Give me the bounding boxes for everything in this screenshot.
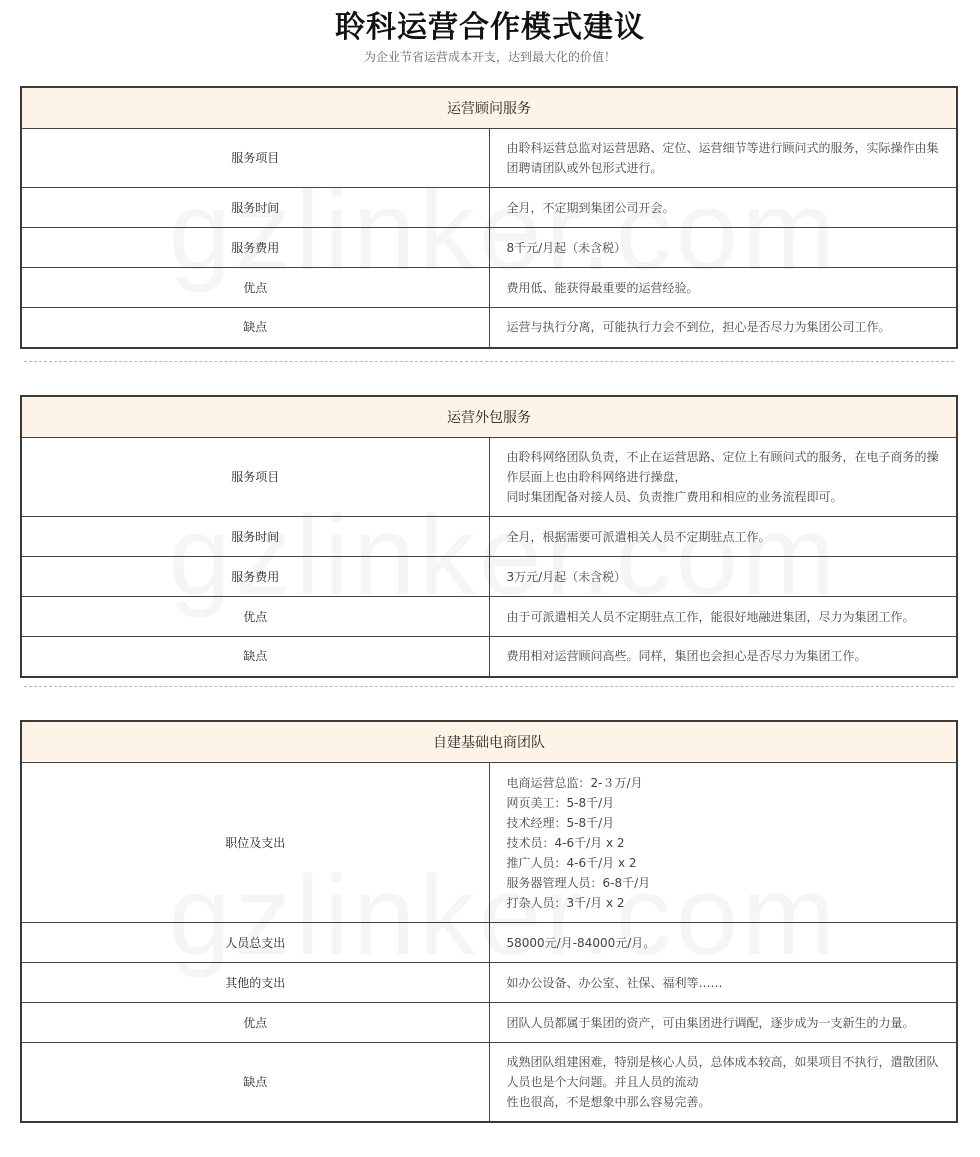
row-value: 运营与执行分离，可能执行力会不到位，担心是否尽力为集团公司工作。 <box>489 308 957 348</box>
row-label: 服务项目 <box>21 438 489 517</box>
section-divider <box>24 361 954 362</box>
row-value: 如办公设备、办公室、社保、福利等…… <box>489 963 957 1003</box>
page-title: 聆科运营合作模式建议 <box>335 10 645 45</box>
row-value: 成熟团队组建困难，特别是核心人员，总体成本较高，如果项目不执行，遣散团队人员也是个大问题。并且人员的流动 性也很高，不是想象中那么容易完善。 <box>506 1055 939 1109</box>
section-heading: 自建基础电商团队 <box>21 721 957 763</box>
row-label: 服务时间 <box>21 188 489 228</box>
row-label: 服务项目 <box>21 129 489 188</box>
row-value: 全月，根据需要可派遣相关人员不定期驻点工作。 <box>489 517 957 557</box>
row-value: 全月，不定期到集团公司开会。 <box>489 188 957 228</box>
page-header <box>0 0 980 66</box>
row-value: 费用低、能获得最重要的运营经验。 <box>489 268 957 308</box>
consulting-table <box>20 86 958 349</box>
section-outsourcing <box>20 395 958 678</box>
table-row <box>21 763 957 923</box>
table-row <box>21 1003 957 1043</box>
row-label: 优点 <box>21 268 489 308</box>
row-label: 人员总支出 <box>21 923 489 963</box>
row-value: 费用相对运营顾问高些。同样，集团也会担心是否尽力为集团工作。 <box>489 637 957 677</box>
row-value: 电商运营总监：2-３万/月 网页美工：5-8千/月 技术经理：5-8千/月 技术员：4-6千/月 x 2 推广人员：4-6千/月 x 2 服务器管理人员：6-8千/月 打杂人员：3千/月 x 2 <box>506 775 651 910</box>
row-label: 缺点 <box>21 308 489 348</box>
row-value: 58000元/月-84000元/月。 <box>489 923 957 963</box>
section-heading: 运营顾问服务 <box>21 87 957 129</box>
section-inhouse-team <box>20 720 958 1123</box>
table-row <box>21 438 957 517</box>
table-row <box>21 228 957 268</box>
row-value: 团队人员都属于集团的资产，可由集团进行调配，逐步成为一支新生的力量。 <box>489 1003 957 1043</box>
table-row <box>21 188 957 228</box>
row-value: 由聆科网络团队负责，不止在运营思路、定位上有顾问式的服务，在电子商务的操作层面上也由聆科网络进行操盘， 同时集团配备对接人员、负责推广费用和相应的业务流程即可。 <box>506 450 939 504</box>
outsourcing-table <box>20 395 958 678</box>
table-row <box>21 517 957 557</box>
table-row <box>21 963 957 1003</box>
section-consulting <box>20 86 958 349</box>
table-row <box>21 597 957 637</box>
row-value: 8千元/月起（未含税） <box>489 228 957 268</box>
page-subtitle: 为企业节省运营成本开支，达到最大化的价值！ <box>363 50 616 64</box>
table-row <box>21 129 957 188</box>
row-label: 优点 <box>21 1003 489 1043</box>
row-label: 服务时间 <box>21 517 489 557</box>
row-label: 职位及支出 <box>21 763 489 923</box>
section-heading: 运营外包服务 <box>21 396 957 438</box>
row-value: 3万元/月起（未含税） <box>489 557 957 597</box>
table-row <box>21 268 957 308</box>
section-divider <box>24 686 954 687</box>
table-row <box>21 1043 957 1123</box>
row-label: 优点 <box>21 597 489 637</box>
table-row <box>21 637 957 677</box>
row-label: 缺点 <box>21 637 489 677</box>
inhouse-team-table <box>20 720 958 1123</box>
row-label: 其他的支出 <box>21 963 489 1003</box>
table-row <box>21 923 957 963</box>
row-value: 由于可派遣相关人员不定期驻点工作，能很好地融进集团，尽力为集团工作。 <box>489 597 957 637</box>
table-row <box>21 308 957 348</box>
row-value: 由聆科运营总监对运营思路、定位、运营细节等进行顾问式的服务，实际操作由集团聘请团队或外包形式进行。 <box>489 129 957 188</box>
table-row <box>21 557 957 597</box>
row-label: 服务费用 <box>21 557 489 597</box>
row-label: 服务费用 <box>21 228 489 268</box>
row-label: 缺点 <box>21 1043 489 1123</box>
